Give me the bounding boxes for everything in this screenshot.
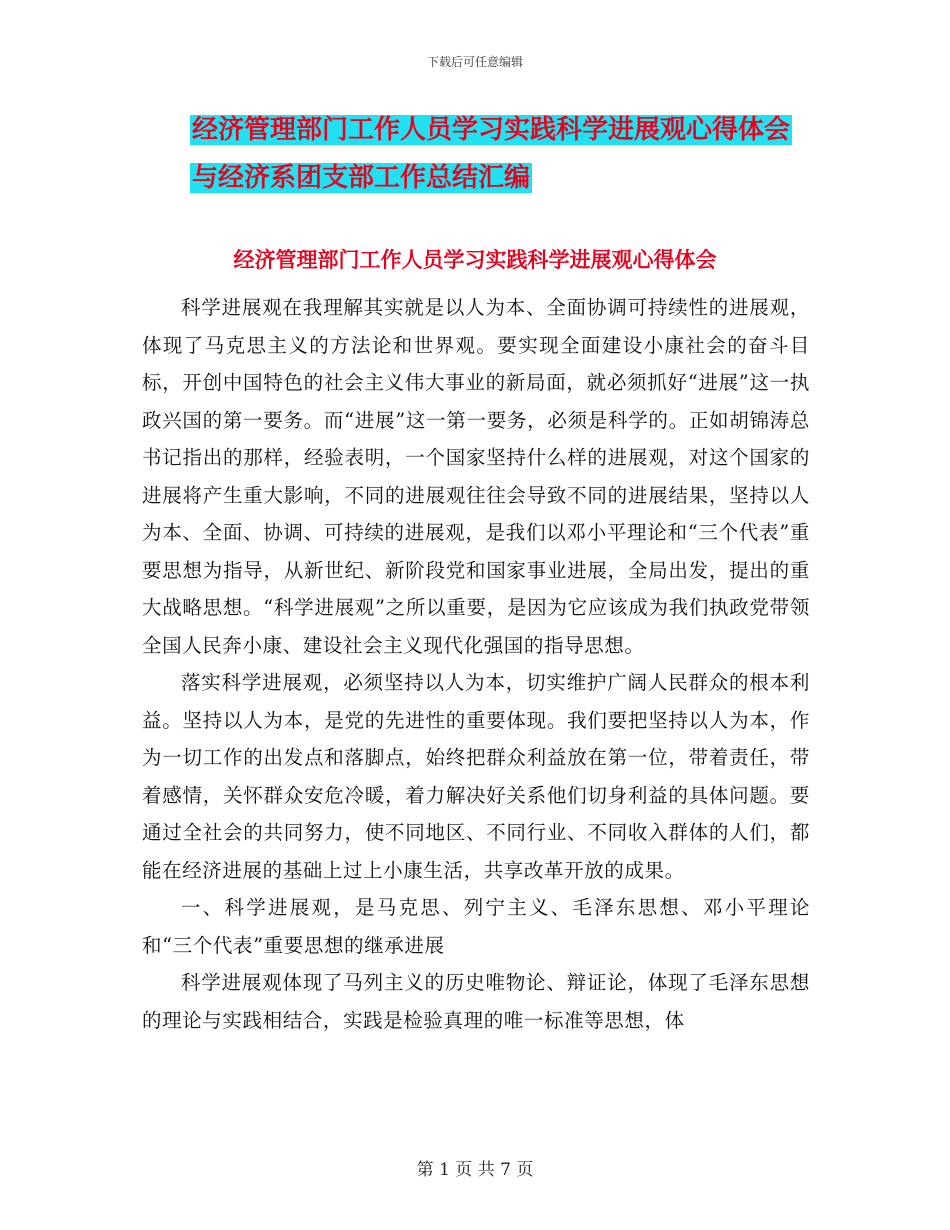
- paragraph: 一、科学进展观，是马克思、列宁主义、毛泽东思想、邓小平理论和“三个代表”重要思想的继承进展: [142, 896, 810, 957]
- section-title: 经济管理部门工作人员学习实践科学进展观心得体会: [233, 248, 717, 272]
- body-text: [142, 289, 810, 1039]
- document-title-line-1: [190, 110, 830, 150]
- paragraph: 科学进展观体现了马列主义的历史唯物论、辩证论，体现了毛泽东思想的理论与实践相结合，实践是检验真理的唯一标准等思想，体: [142, 971, 810, 1032]
- paragraph: 科学进展观在我理解其实就是以人为本、全面协调可持续性的进展观，体现了马克思主义的方法论和世界观。要实现全面建设小康社会的奋斗目标，开创中国特色的社会主义伟大事业的新局面，就必须抓好“进展”这一执政兴国的第一要务。而“进展”这一第一要务，必须是科学的。正如胡锦涛总书记指出的那样，经验表明，一个国家坚持什么样的进展观，对这个国家的进展将产生重大影响，不同的进展观往往会导致不同的进展结果，坚持以人为本、全面、协调、可持续的进展观，是我们以邓小平理论和“三个代表”重要思想为指导，从新世纪、新阶段党和国家事业进展，全局出发，提出的重大战略思想。“科学进展观”之所以重要，是因为它应该成为我们执政党带领全国人民奔小康、建设社会主义现代化强国的指导思想。: [142, 296, 810, 657]
- document-title-line-2: [190, 158, 830, 198]
- document-title-text-2: 与经济系团支部工作总结汇编: [192, 163, 531, 193]
- paragraph: 落实科学进展观，必须坚持以人为本，切实维护广阔人民群众的根本利益。坚持以人为本，是党的先进性的重要体现。我们要把坚持以人为本，作为一切工作的出发点和落脚点，始终把群众利益放在第一位，带着责任，带着感情，关怀群众安危冷暖，着力解决好关系他们切身利益的具体问题。要通过全社会的共同努力，使不同地区、不同行业、不同收入群体的人们，都能在经济进展的基础上过上小康生活，共享改革开放的成果。: [142, 671, 810, 882]
- header-note: 下载后可任意编辑: [426, 55, 523, 69]
- document-title-text-1: 经济管理部门工作人员学习实践科学进展观心得体会: [192, 115, 791, 145]
- page-footer: 第 1 页 共 7 页: [416, 1160, 534, 1180]
